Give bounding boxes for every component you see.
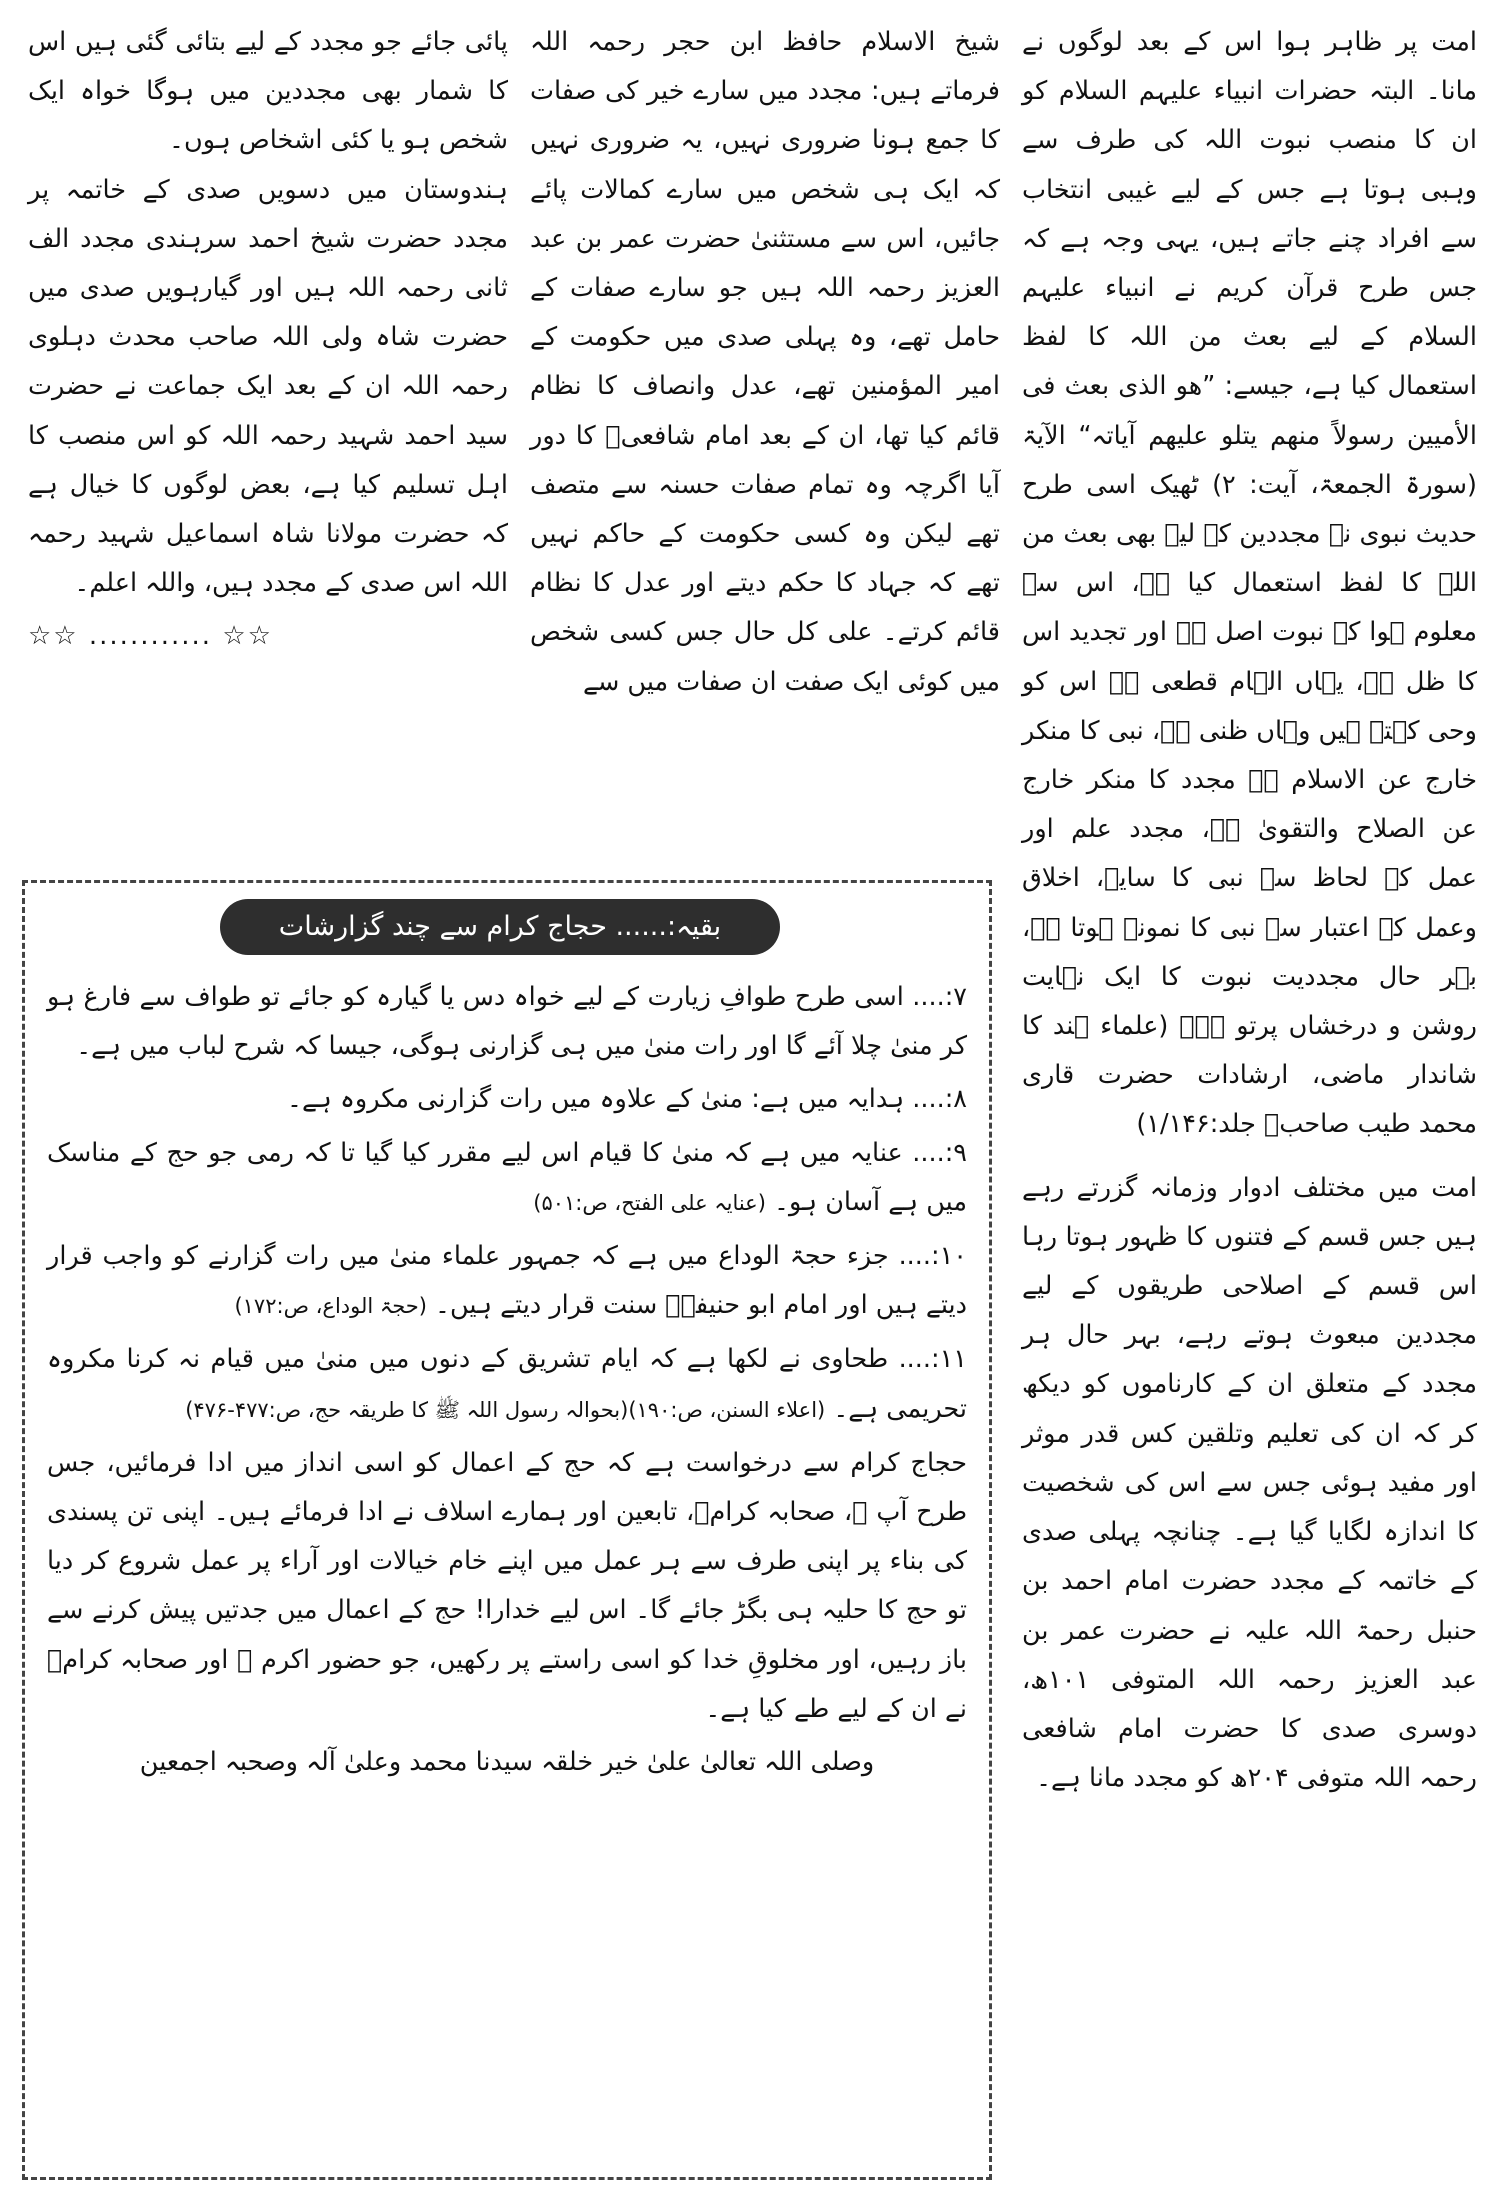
- column-middle: [530, 18, 1000, 707]
- box-body: [47, 973, 967, 1791]
- item-text: ۱۰:.... جزء حجۃ الوداع میں ہے کہ جمہور علماء منیٰ میں رات گزارنے کو واجب قرار دیتے ہیں اور امام ابو حنیفہؒ سنت قرار دیتے ہیں۔: [47, 1241, 967, 1321]
- paragraph: امت میں مختلف ادوار وزمانہ گزرتے رہے ہیں جس قسم کے فتنوں کا ظہور ہوتا رہا اس قسم کے اصلاحی طریقوں کے لیے مجددین مبعوث ہوتے رہے، بہر حال ہر مجدد کے متعلق ان کے کارناموں کو دیکھ کر کہ ان کی تعلیم وتلقین کس قدر موثر اور مفید ہوئی جس سے اس کی شخصیت کا اندازہ لگایا گیا ہے۔ چنانچہ پہلی صدی کے خاتمہ کے مجدد حضرت امام احمد بن حنبل رحمۃ اللہ علیہ نے حضرت عمر بن عبد العزیز رحمہ اللہ المتوفی ۱۰۱ھ، دوسری صدی کا حضرت امام شافعی رحمہ اللہ متوفی ۲۰۴ھ کو مجدد مانا ہے۔: [1022, 1172, 1477, 1794]
- column-left: [28, 18, 508, 662]
- box-title: بقیہ:...... حجاج کرام سے چند گزارشات: [220, 899, 780, 955]
- continuation-box: [22, 880, 992, 2180]
- item-reference: (اعلاء السنن، ص:۱۹۰)(بحوالہ رسول اللہ ﷺ کا طریقہ حج، ص:۴۷۷-۴۷۶): [185, 1397, 826, 1422]
- paragraph: امت پر ظاہر ہوا اس کے بعد لوگوں نے مانا۔ البتہ حضرات انبیاء علیہم السلام کو ان کا منصب نبوت اللہ کی طرف سے وہبی ہوتا ہے جس کے لیے غیبی انتخاب سے افراد چنے جاتے ہیں، یہی وجہ ہے کہ جس طرح قرآن کریم نے انبیاء علیہم السلام کے لیے بعث من اللہ کا لفظ استعمال کیا ہے، جیسے: ”ھو الذی بعث فی الأمیین رسولاً منھم یتلو علیھم آیاتہ“ الآیۃ (سورۃ الجمعۃ، آیت: ۲) ٹھیک اسی طرح حدیث نبوی نے مجددین کے لیے بھی بعث من اللہ کا لفظ استعمال کیا ہے، اس سے معلوم ہوا کہ نبوت اصل ہے اور تجدید اس کا ظل ہے، یہاں الہام قطعی ہے اس کو وحی کہتے ہیں وہاں ظنی ہے، نبی کا منکر خارج عن الاسلام ہے مجدد کا منکر خارج عن الصلاح والتقویٰ ہے، مجدد علم اور عمل کے لحاظ سے نبی کا سایہ، اخلاق وعمل کے اعتبار سے نبی کا نمونہ ہوتا ہے، بہر حال مجددیت نبوت کا ایک نہایت روشن و درخشاں پرتو ہے۔ (علماء ہند کا شاندار ماضی، ارشادات حضرت قاری محمد طیب صاحبؒ جلد:۱/۱۴۶): [1022, 27, 1477, 1140]
- numbered-item: [47, 1335, 967, 1434]
- numbered-item: [47, 1075, 967, 1124]
- numbered-item: [47, 973, 967, 1071]
- item-reference: (عنایہ علی الفتح، ص:۵۰۱): [533, 1190, 766, 1215]
- item-text: حجاج کرام سے درخواست ہے کہ حج کے اعمال کو اسی انداز میں ادا فرمائیں، جس طرح آپ ﷺ، صحابہ کرامؓ، تابعین اور ہمارے اسلاف نے ادا فرمائے ہیں۔ اپنی تن پسندی کی بناء پر اپنی طرف سے ہر عمل میں اپنے خام خیالات اور آراء پر عمل شروع کر دیا تو حج کا حلیہ ہی بگڑ جائے گا۔ اس لیے خدارا! حج کے اعمال میں جدتیں پیش کرنے سے باز رہیں، اور مخلوقِ خدا کو اسی راستے پر رکھیں، جو حضور اکرم ﷺ اور صحابہ کرامؓ نے ان کے لیے طے کیا ہے۔: [47, 1447, 967, 1724]
- item-text: ۹:.... عنایہ میں ہے کہ منیٰ کا قیام اس لیے مقرر کیا گیا تا کہ رمی جو حج کے مناسک میں ہے آسان ہو۔: [47, 1137, 967, 1217]
- item-text: ۷:.... اسی طرح طوافِ زیارت کے لیے خواہ دس یا گیارہ کو جائے تو طواف سے فارغ ہو کر منیٰ چلا آئے گا اور رات منیٰ میں ہی گزارنی ہوگی، جیسا کہ شرح لباب میں ہے۔: [47, 982, 967, 1062]
- paragraph: شیخ الاسلام حافظ ابن حجر رحمہ اللہ فرماتے ہیں: مجدد میں سارے خیر کی صفات کا جمع ہونا ضروری نہیں، یہ ضروری نہیں کہ ایک ہی شخص میں سارے کمالات پائے جائیں، اس سے مستثنیٰ حضرت عمر بن عبد العزیز رحمہ اللہ ہیں جو سارے صفات کے حامل تھے، وہ پہلی صدی میں حکومت کے امیر المؤمنین تھے، عدل وانصاف کا نظام قائم کیا تھا، ان کے بعد امام شافعیؒ کا دور آیا اگرچہ وہ تمام صفات حسنہ سے متصف تھے لیکن وہ کسی حکومت کے حاکم نہیں تھے کہ جہاد کا حکم دیتے اور عدل کا نظام قائم کرتے۔ علی کل حال جس کسی شخص میں کوئی ایک صفت ان صفات میں سے: [530, 27, 1000, 697]
- paragraph: ہندوستان میں دسویں صدی کے خاتمہ پر مجدد حضرت شیخ احمد سرہندی مجدد الف ثانی رحمہ اللہ ہیں اور گیارہویں صدی میں حضرت شاہ ولی اللہ صاحب محدث دہلوی رحمہ اللہ ان کے بعد ایک جماعت نے حضرت سید احمد شہید رحمہ اللہ کو اس منصب کا اہل تسلیم کیا ہے، بعض لوگوں کا خیال ہے کہ حضرت مولانا شاہ اسماعیل شہید رحمہ اللہ اس صدی کے مجدد ہیں، واللہ اعلم۔: [28, 174, 508, 599]
- item-text: ۱۱:.... طحاوی نے لکھا ہے کہ ایام تشریق کے دنوں میں منیٰ میں قیام نہ کرنا مکروہ تحریمی ہے۔: [47, 1344, 967, 1424]
- item-text: ۸:.... ہدایہ میں ہے: منیٰ کے علاوہ میں رات گزارنی مکروہ ہے۔: [287, 1084, 967, 1115]
- column-right: [1022, 18, 1477, 1803]
- closing-paragraph: [47, 1439, 967, 1734]
- closing-prayer: وصلی اللہ تعالیٰ علیٰ خیر خلقہ سیدنا محمد وعلیٰ آلہ وصحبہ اجمعین: [139, 1747, 875, 1778]
- section-separator: ☆☆ ............ ☆☆: [28, 621, 273, 652]
- item-reference: (حجۃ الوداع، ص:۱۷۲): [234, 1294, 427, 1319]
- paragraph: پائی جائے جو مجدد کے لیے بتائی گئی ہیں اس کا شمار بھی مجددین میں ہوگا خواہ ایک شخص ہو یا کئی اشخاص ہوں۔: [28, 27, 508, 156]
- numbered-item: [47, 1232, 967, 1331]
- numbered-item: [47, 1129, 967, 1228]
